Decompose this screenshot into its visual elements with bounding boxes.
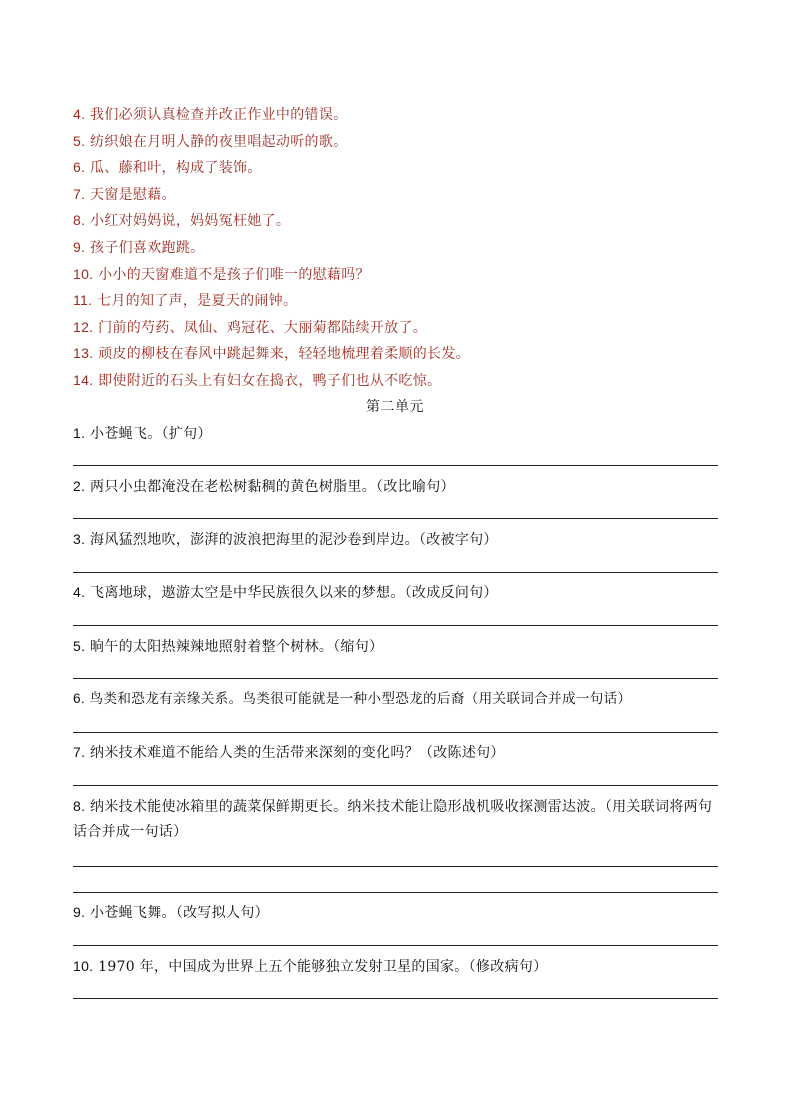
- answer-item: 7. 天窗是慰藉。: [73, 185, 176, 203]
- answer-list: [73, 101, 733, 394]
- answer-item: 8. 小红对妈妈说，妈妈冤枉她了。: [73, 212, 291, 230]
- exercise-item: 10. 1970 年，中国成为世界上五个能够独立发射卫星的国家。（修改病句）: [73, 958, 548, 975]
- answer-line[interactable]: [73, 732, 718, 733]
- answer-line[interactable]: [73, 945, 718, 946]
- exercise-item: 8. 纳米技术能使冰箱里的蔬菜保鲜期更长。纳米技术能让隐形战机吸收探测雷达波。（用关联词将两句话合并成一句话）: [73, 798, 713, 840]
- answer-line[interactable]: [73, 465, 718, 466]
- answer-line[interactable]: [73, 572, 718, 573]
- answer-item: 14. 即使附近的石头上有妇女在捣衣，鸭子们也从不吃惊。: [73, 371, 442, 389]
- exercise-item: 5. 晌午的太阳热辣辣地照射着整个树林。（缩句）: [73, 638, 384, 655]
- answer-item: 9. 孩子们喜欢跑跳。: [73, 238, 205, 256]
- exercise-item: 3. 海风猛烈地吹，澎湃的波浪把海里的泥沙卷到岸边。（改被字句）: [73, 531, 498, 548]
- unit-title: 第二单元: [366, 399, 424, 415]
- exercise-item: 9. 小苍蝇飞舞。（改写拟人句）: [73, 904, 269, 921]
- answer-item: 5. 纺织娘在月明人静的夜里唱起动听的歌。: [73, 132, 348, 150]
- answer-line[interactable]: [73, 866, 718, 867]
- answer-item: 4. 我们必须认真检查并改正作业中的错误。: [73, 106, 348, 123]
- answer-item: 10. 小小的天窗难道不是孩子们唯一的慰藉吗？: [73, 265, 370, 283]
- exercise-item: 7. 纳米技术难道不能给人类的生活带来深刻的变化吗？（改陈述句）: [73, 744, 505, 761]
- answer-line[interactable]: [73, 998, 718, 999]
- exercise-item: 1. 小苍蝇飞。（扩句）: [73, 425, 212, 442]
- answer-line[interactable]: [73, 678, 718, 679]
- exercise-item: 4. 飞离地球，遨游太空是中华民族很久以来的梦想。（改成反问句）: [73, 584, 498, 601]
- answer-line[interactable]: [73, 518, 718, 519]
- exercise-item: 2. 两只小虫都淹没在老松树黏稠的黄色树脂里。（改比喻句）: [73, 478, 455, 495]
- answer-line[interactable]: [73, 785, 718, 786]
- answer-item: 11. 七月的知了声，是夏天的闹钟。: [73, 292, 298, 310]
- answer-item: 6. 瓜、藤和叶，构成了装饰。: [73, 159, 262, 177]
- exercise-item: 6. 鸟类和恐龙有亲缘关系。鸟类很可能就是一种小型恐龙的后裔（用关联词合并成一句话）: [73, 691, 632, 707]
- answer-item: 12. 门前的芍药、凤仙、鸡冠花、大丽菊都陆续开放了。: [73, 318, 428, 336]
- answer-item: 13. 顽皮的柳枝在春风中跳起舞来，轻轻地梳理着柔顺的长发。: [73, 345, 470, 363]
- answer-line[interactable]: [73, 625, 718, 626]
- answer-line[interactable]: [73, 892, 718, 893]
